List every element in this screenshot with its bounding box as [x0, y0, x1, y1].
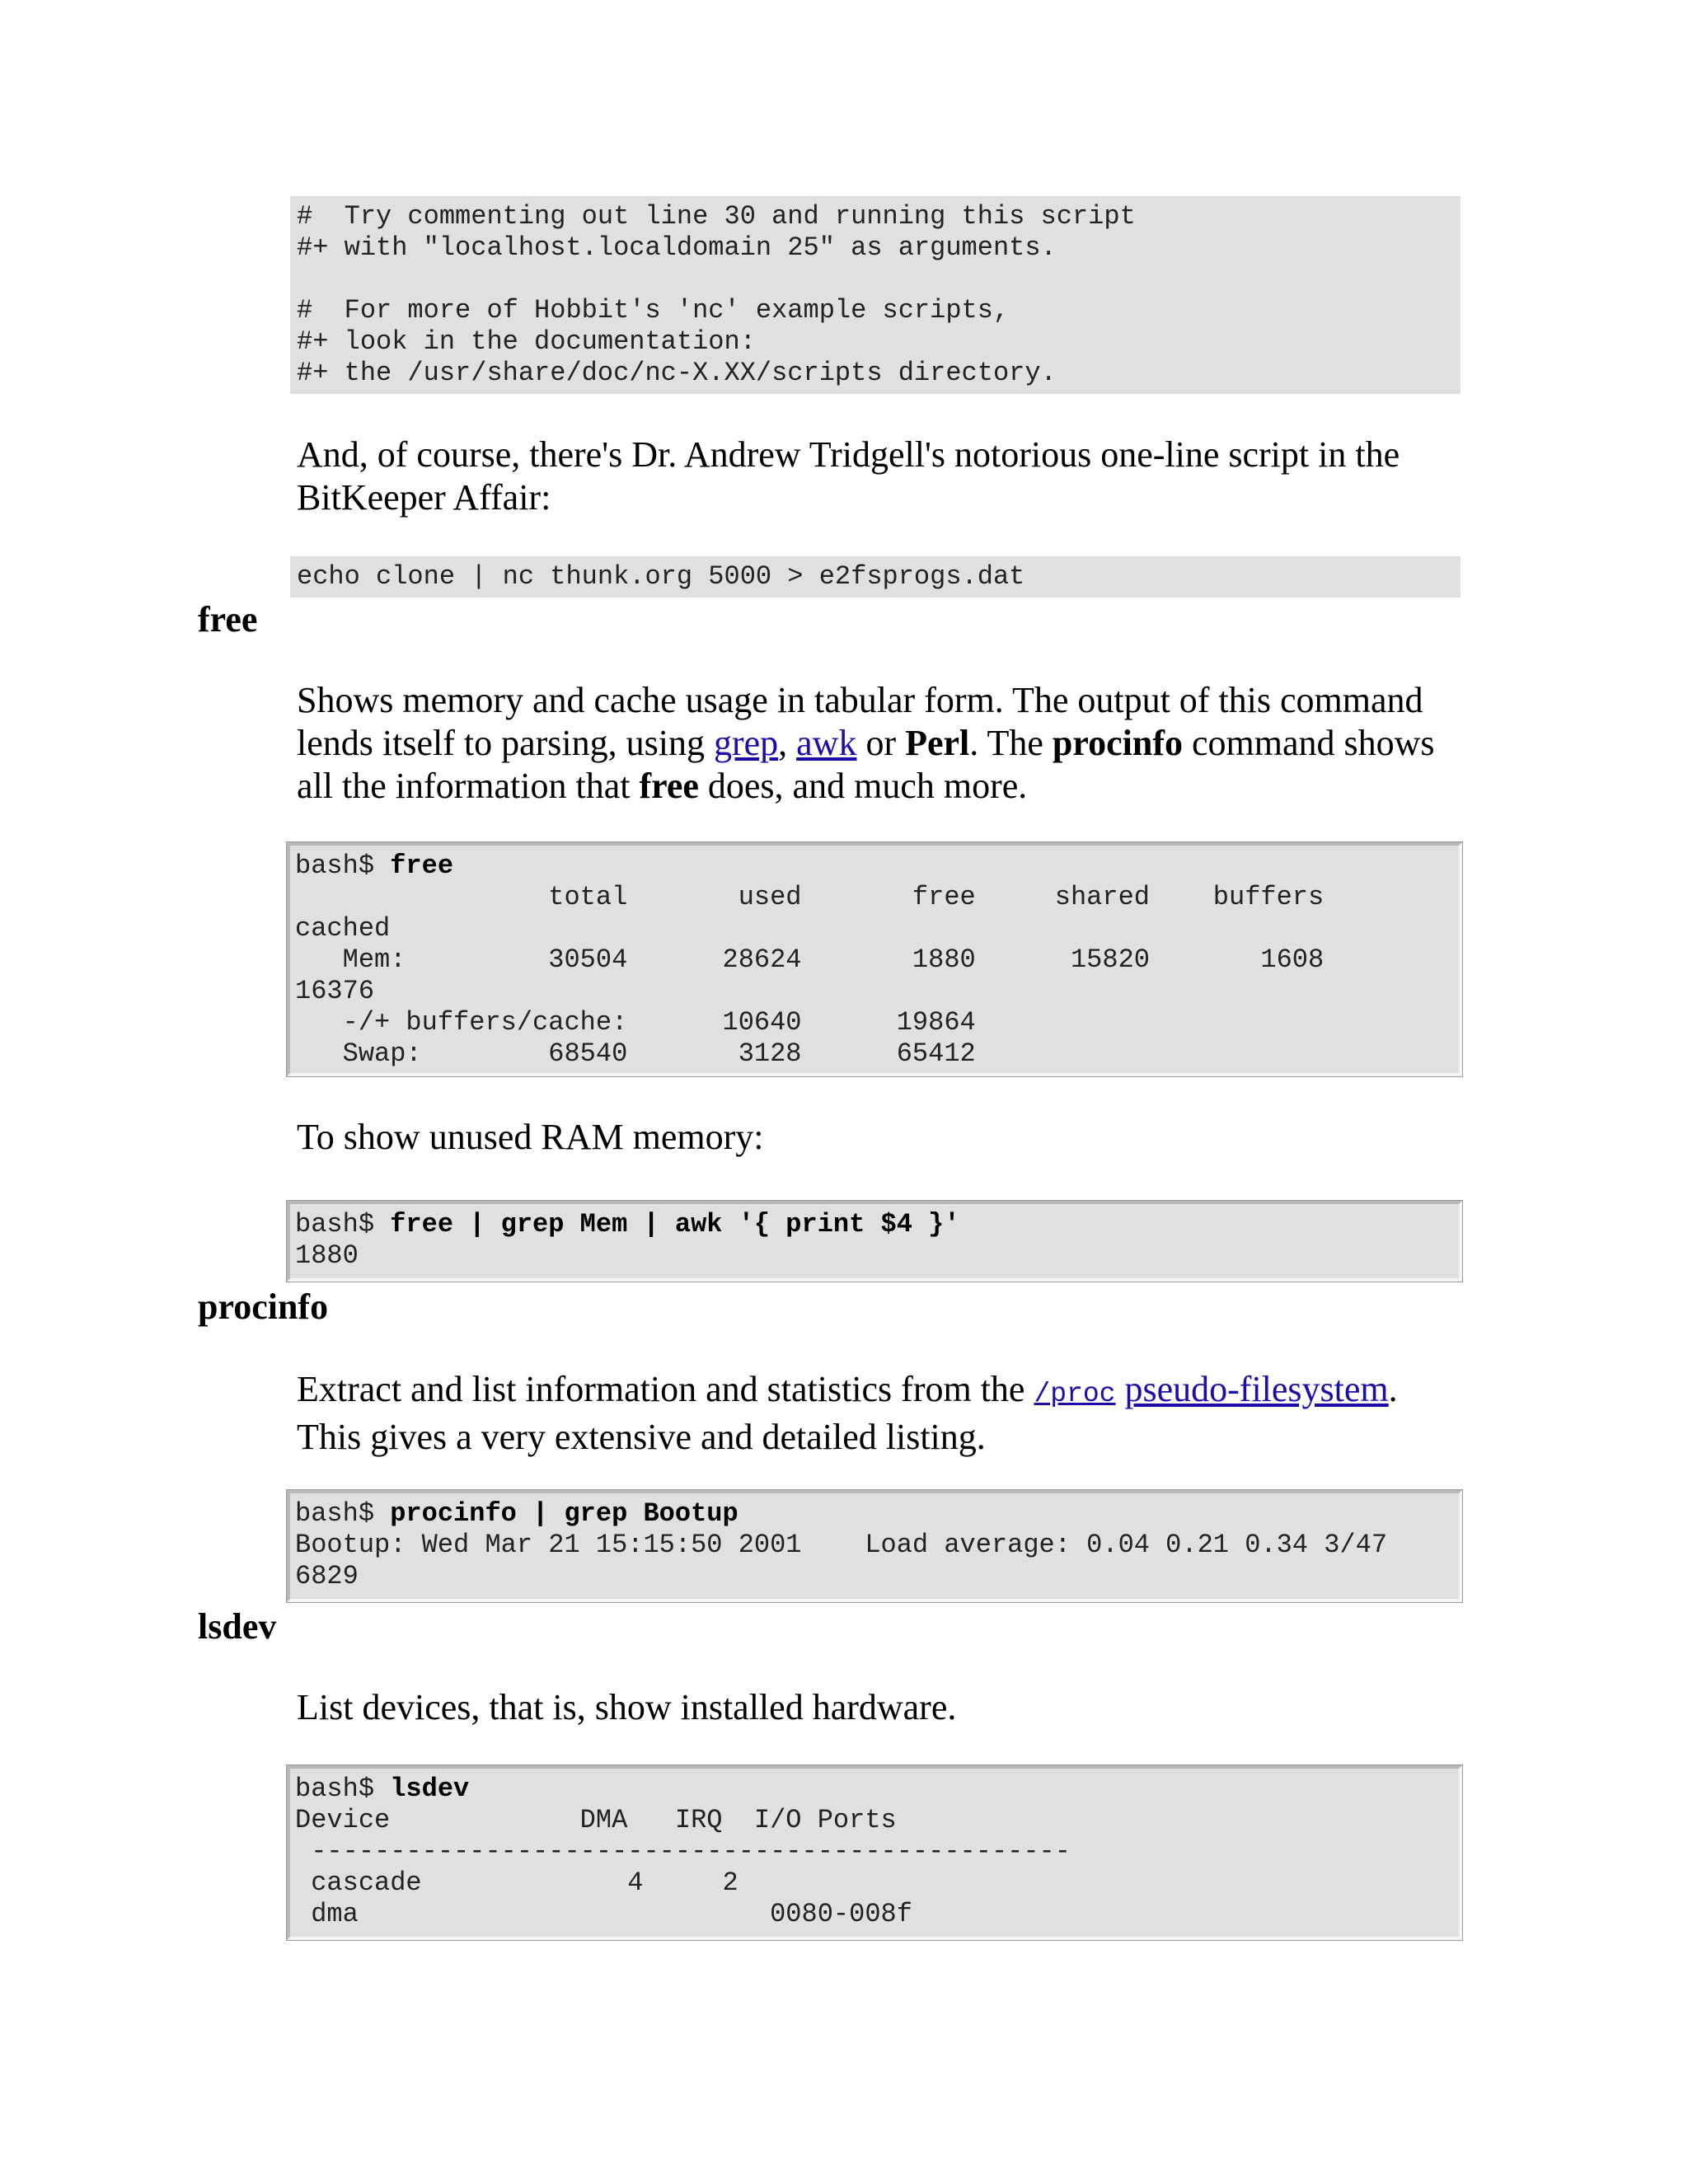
command: lsdev — [390, 1774, 470, 1804]
output-line: -/+ buffers/cache: 10640 19864 — [295, 1007, 976, 1038]
output-line: Swap: 68540 3128 65412 — [295, 1038, 976, 1069]
code-line: # Try commenting out line 30 and running this script — [297, 201, 1136, 232]
code-line: #+ look in the documentation: — [297, 326, 756, 357]
output-line: Device DMA IRQ I/O Ports — [295, 1805, 897, 1835]
prompt: bash$ — [295, 1498, 391, 1529]
paragraph-free: Shows memory and cache usage in tabular form. The output of this command lends itself to parsing, using grep, awk or Perl. The procinfo command shows all the information that free does, and much more. — [297, 680, 1435, 806]
paragraph-tridgell: And, of course, there's Dr. Andrew Tridgell's notorious one-line script in the BitKeeper Affair: — [297, 434, 1400, 518]
output-line: 1880 — [295, 1240, 359, 1271]
link-awk[interactable]: awk — [796, 723, 857, 763]
command: procinfo | grep Bootup — [390, 1498, 738, 1529]
term-lsdev: lsdev — [198, 1606, 277, 1647]
term-procinfo: procinfo — [198, 1286, 329, 1327]
bold-perl: Perl — [905, 723, 970, 763]
paragraph-unused-ram: To show unused RAM memory: — [297, 1117, 764, 1157]
output-line: 16376 — [295, 976, 375, 1006]
code-block-tridgell — [290, 556, 1461, 598]
code-line: # For more of Hobbit's 'nc' example scripts, — [297, 295, 1010, 326]
command: free — [390, 851, 454, 881]
link-proc[interactable]: /proc — [1034, 1379, 1116, 1409]
output-line: Mem: 30504 28624 1880 15820 1608 — [295, 944, 1325, 975]
code-block-unused-ram — [287, 1201, 1462, 1282]
code-line: #+ the /usr/share/doc/nc-X.XX/scripts directory. — [297, 358, 1057, 388]
output-line: 6829 — [295, 1561, 359, 1591]
command: free | grep Mem | awk '{ print $4 }' — [390, 1209, 960, 1240]
output-line: Bootup: Wed Mar 21 15:15:50 2001 Load average: 0.04 0.21 0.34 3/47 — [295, 1530, 1388, 1560]
link-grep[interactable]: grep — [713, 723, 779, 763]
bold-free: free — [639, 766, 699, 806]
code-block-procinfo — [287, 1490, 1462, 1602]
paragraph-procinfo: Extract and list information and statistics from the /proc pseudo-filesystem. This gives a very extensive and detailed listing. — [297, 1369, 1398, 1457]
bold-procinfo: procinfo — [1052, 723, 1184, 763]
prompt: bash$ — [295, 1209, 391, 1240]
output-line: ------------------------------------------------ — [295, 1836, 1071, 1867]
paragraph-lsdev: List devices, that is, show installed hardware. — [297, 1687, 957, 1727]
prompt: bash$ — [295, 851, 391, 881]
code-line: echo clone | nc thunk.org 5000 > e2fsprogs.dat — [297, 561, 1025, 592]
code-block-lsdev — [287, 1765, 1462, 1940]
prompt: bash$ — [295, 1774, 391, 1804]
link-pseudo-filesystem[interactable]: pseudo-filesystem — [1124, 1369, 1389, 1409]
code-block-free-output — [287, 842, 1462, 1076]
term-free: free — [198, 599, 258, 640]
output-line: cascade 4 2 — [295, 1868, 738, 1898]
code-line: #+ with "localhost.localdomain 25" as arguments. — [297, 232, 1057, 263]
output-line: dma 0080-008f — [295, 1899, 912, 1929]
code-block-nc-comments — [290, 196, 1461, 394]
output-line: total used free shared buffers — [295, 882, 1325, 912]
output-line: cached — [295, 913, 391, 944]
